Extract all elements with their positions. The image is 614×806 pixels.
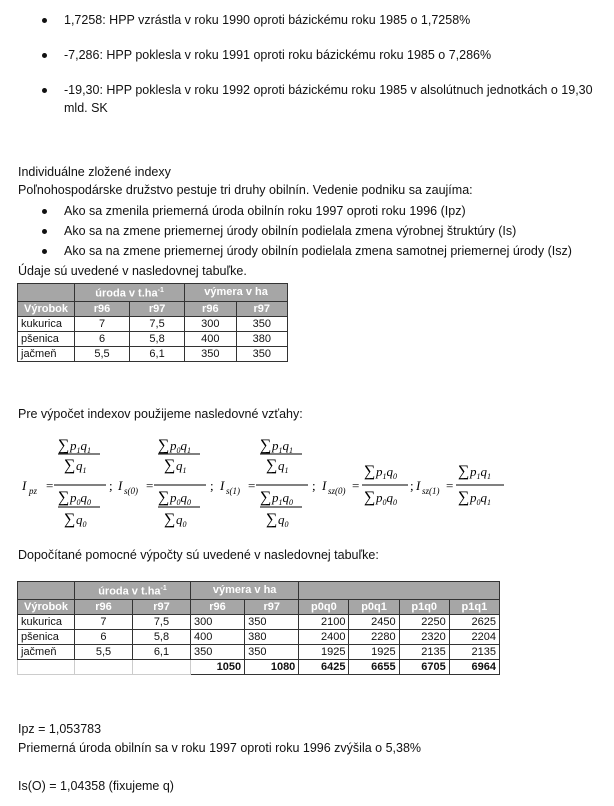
svg-text:;: ;: [410, 478, 414, 493]
svg-text:q1: $q_1$: [76, 458, 87, 475]
table-cell: 380: [245, 629, 299, 644]
svg-text:q0: $q_0$: [76, 512, 87, 529]
bullet-dot: [42, 249, 47, 254]
column-header: r96: [190, 599, 244, 614]
column-header: p0q1: [349, 599, 399, 614]
svg-text:∑: ∑: [260, 489, 272, 506]
table-row: [18, 331, 288, 346]
svg-text:q0: $q_0$: [176, 512, 187, 529]
group-header: výmera v ha: [190, 582, 298, 600]
table-intro: Údaje sú uvedené v nasledovnej tabuľke.: [18, 264, 247, 278]
column-header: Výrobok: [18, 301, 75, 316]
column-header: r96: [185, 301, 236, 316]
column-header: Výrobok: [18, 599, 75, 614]
svg-text:p1q1: $p_1q_1$: [272, 438, 293, 455]
column-header: r96: [75, 599, 133, 614]
table-cell: 5,8: [130, 331, 185, 346]
column-header: r97: [236, 301, 287, 316]
table-cell: jačmeň: [18, 346, 75, 361]
svg-text:p0q0: $p_0q_0$: [70, 490, 91, 507]
svg-text:=: =: [248, 478, 256, 493]
total-cell: 1050: [190, 659, 244, 674]
svg-text:=: =: [352, 478, 360, 493]
svg-text:p0q1: $p_0q_1$: [170, 438, 191, 455]
formula-symbol: I: [22, 478, 27, 493]
svg-text:p1q0: $p_1q_0$: [272, 490, 293, 507]
table-cell: kukurica: [18, 316, 75, 331]
table-cell: 350: [245, 644, 299, 659]
total-cell: 6964: [449, 659, 499, 674]
svg-text:∑: ∑: [266, 511, 278, 528]
bullet-dot: [42, 18, 47, 23]
group-header: úroda v t.ha: [95, 287, 158, 300]
column-header: r96: [75, 301, 130, 316]
table-cell: 1925: [349, 644, 399, 659]
table-cell: 7: [75, 316, 130, 331]
column-header: r97: [130, 301, 185, 316]
table-cell: 400: [185, 331, 236, 346]
bullet-text: -19,30: HPP poklesla v roku 1992 oproti bázickému roku 1985 v alsolútnuch jednotkách o 19,30: [64, 83, 593, 97]
table-cell: 5,5: [75, 644, 133, 659]
table-row: [18, 614, 500, 629]
group-header: úroda v t.ha: [98, 585, 161, 598]
calculation-table: úroda v $t.ha^{-1}$ výmera v ha Výrobok r96 r97 r96 r97 p0q0 p0q1 p1q0 p1q1 kukurica 7 7,5 300 350 2100 2450 2250 2625 pšenica 6 5,8 400 380 2400 2280 2320 2204 jačmeň 5,5 6,1 350 350 1925 1925 2135 2135 1050 1080 6425 6655 6705 6964: [17, 581, 500, 675]
bullet-dot: [42, 88, 47, 93]
formula-symbol: I: [416, 478, 421, 493]
svg-text:∑: ∑: [64, 511, 76, 528]
table-cell: 1925: [299, 644, 349, 659]
svg-text:q1: $q_1$: [278, 458, 289, 475]
question-3: Ako sa na zmene priemernej úrody obilnín podielala zmena samotnej priemernej úrody (Isz): [64, 244, 572, 258]
result-ipz: Ipz = 1,053783: [18, 722, 102, 736]
svg-text:p1q1: $p_1q_1$: [470, 464, 491, 481]
svg-text:∑: ∑: [458, 463, 470, 480]
table-cell: 7: [75, 614, 133, 629]
svg-text:=: =: [146, 478, 154, 493]
table-cell: 350: [190, 644, 244, 659]
table-cell: 350: [236, 346, 287, 361]
section-title: Individuálne zložené indexy: [18, 165, 171, 179]
svg-text:∑: ∑: [58, 437, 70, 454]
svg-text:∑: ∑: [164, 511, 176, 528]
question-2: Ako sa na zmene priemernej úrody obilnín podielala zmena výrobnej štruktúry (Is): [64, 224, 517, 238]
table-cell: 350: [185, 346, 236, 361]
formula-symbol: I: [322, 478, 327, 493]
table-cell: kukurica: [18, 614, 75, 629]
table-cell: 380: [236, 331, 287, 346]
table-cell: pšenica: [18, 629, 75, 644]
table-cell: 5,8: [132, 629, 190, 644]
formula-subscript: sz(1): [422, 486, 440, 496]
svg-text:∑: ∑: [260, 437, 272, 454]
table-cell: 300: [185, 316, 236, 331]
svg-text:∑: ∑: [458, 489, 470, 506]
table-cell: 300: [190, 614, 244, 629]
table-cell: 2100: [299, 614, 349, 629]
svg-text:=: =: [446, 478, 454, 493]
question-1: Ako sa zmenila priemerná úroda obilnín roku 1997 oproti roku 1996 (Ipz): [64, 204, 466, 218]
svg-text:q1: $q_1$: [176, 458, 187, 475]
table-cell: 6: [75, 331, 130, 346]
result-ipz-text: Priemerná úroda obilnín sa v roku 1997 oproti roku 1996 zvýšila o 5,38%: [18, 741, 422, 755]
table-cell: 2450: [349, 614, 399, 629]
table-cell: 2135: [449, 644, 499, 659]
total-cell: 6655: [349, 659, 399, 674]
formula-subscript: s(1): [226, 486, 240, 496]
svg-text:=: =: [46, 478, 54, 493]
column-header: r97: [132, 599, 190, 614]
table-cell: 7,5: [130, 316, 185, 331]
total-cell: 1080: [245, 659, 299, 674]
table-cell: 350: [236, 316, 287, 331]
data-table: úroda v $t.ha^{-1}$ výmera v ha Výrobok r96 r97 r96 r97 kukurica 7 7,5 300 350 pšenica 6 5,8 400 380 jačmeň 5,5 6,1 350 350: [17, 283, 288, 362]
intro-text: Poľnohospodárske družstvo pestuje tri druhy obilnín. Vedenie podniku sa zaujíma:: [18, 183, 473, 197]
column-header: r97: [245, 599, 299, 614]
table-cell: 7,5: [132, 614, 190, 629]
total-cell: 6425: [299, 659, 349, 674]
table-cell: 2135: [399, 644, 449, 659]
table-cell: 6,1: [132, 644, 190, 659]
bullet-text-continued: mld. SK: [64, 101, 108, 115]
table-cell: 400: [190, 629, 244, 644]
totals-row: [18, 659, 500, 674]
index-formulas: [18, 436, 614, 536]
svg-text:∑: ∑: [158, 437, 170, 454]
svg-text:∑: ∑: [364, 489, 376, 506]
svg-text:q0: $q_0$: [278, 512, 289, 529]
bullet-text: -7,286: HPP poklesla v roku 1991 oproti roku bázickému roku 1985 o 7,286%: [64, 48, 492, 62]
svg-text:p1q0: $p_1q_0$: [376, 464, 397, 481]
bullet-dot: [42, 209, 47, 214]
bullet-dot: [42, 53, 47, 58]
svg-text:p1q1: $p_1q_1$: [70, 438, 91, 455]
bullet-text: 1,7258: HPP vzrástla v roku 1990 oproti bázickému roku 1985 o 1,7258%: [64, 13, 471, 27]
column-header: p0q0: [299, 599, 349, 614]
table-cell: 5,5: [75, 346, 130, 361]
table-cell: 6,1: [130, 346, 185, 361]
svg-text:p0q0: $p_0q_0$: [376, 490, 397, 507]
table-cell: 2204: [449, 629, 499, 644]
bullet-dot: [42, 229, 47, 234]
table-cell: 2280: [349, 629, 399, 644]
svg-text:∑: ∑: [64, 457, 76, 474]
result-is0: Is(O) = 1,04358 (fixujeme q): [18, 779, 174, 793]
table-cell: 2250: [399, 614, 449, 629]
formula-subscript: sz(0): [328, 486, 346, 496]
total-cell: 6705: [399, 659, 449, 674]
table-cell: 2625: [449, 614, 499, 629]
table-row: [18, 629, 500, 644]
formula-symbol: I: [220, 478, 225, 493]
svg-text:;: ;: [109, 478, 113, 493]
svg-text:p0q0: $p_0q_0$: [170, 490, 191, 507]
table-cell: 350: [245, 614, 299, 629]
table-row: [18, 346, 288, 361]
formula-intro: Pre výpočet indexov použijeme nasledovné vzťahy:: [18, 407, 303, 421]
table-cell: jačmeň: [18, 644, 75, 659]
table-row: [18, 644, 500, 659]
column-header: p1q0: [399, 599, 449, 614]
table-cell: 6: [75, 629, 133, 644]
svg-text:p0q1: $p_0q_1$: [470, 490, 491, 507]
table-row: [18, 316, 288, 331]
table2-intro: Dopočítané pomocné výpočty sú uvedené v nasledovnej tabuľke:: [18, 548, 379, 562]
formula-symbol: I: [118, 478, 123, 493]
group-header: výmera v ha: [185, 284, 288, 302]
table-cell: 2400: [299, 629, 349, 644]
table-cell: 2320: [399, 629, 449, 644]
svg-text:;: ;: [210, 478, 214, 493]
svg-text:∑: ∑: [158, 489, 170, 506]
column-header: p1q1: [449, 599, 499, 614]
svg-text:∑: ∑: [364, 463, 376, 480]
formula-subscript: pz: [29, 486, 38, 496]
formula-subscript: s(0): [124, 486, 138, 496]
table-cell: pšenica: [18, 331, 75, 346]
svg-text:∑: ∑: [58, 489, 70, 506]
svg-text:;: ;: [312, 478, 316, 493]
svg-text:∑: ∑: [266, 457, 278, 474]
svg-text:∑: ∑: [164, 457, 176, 474]
